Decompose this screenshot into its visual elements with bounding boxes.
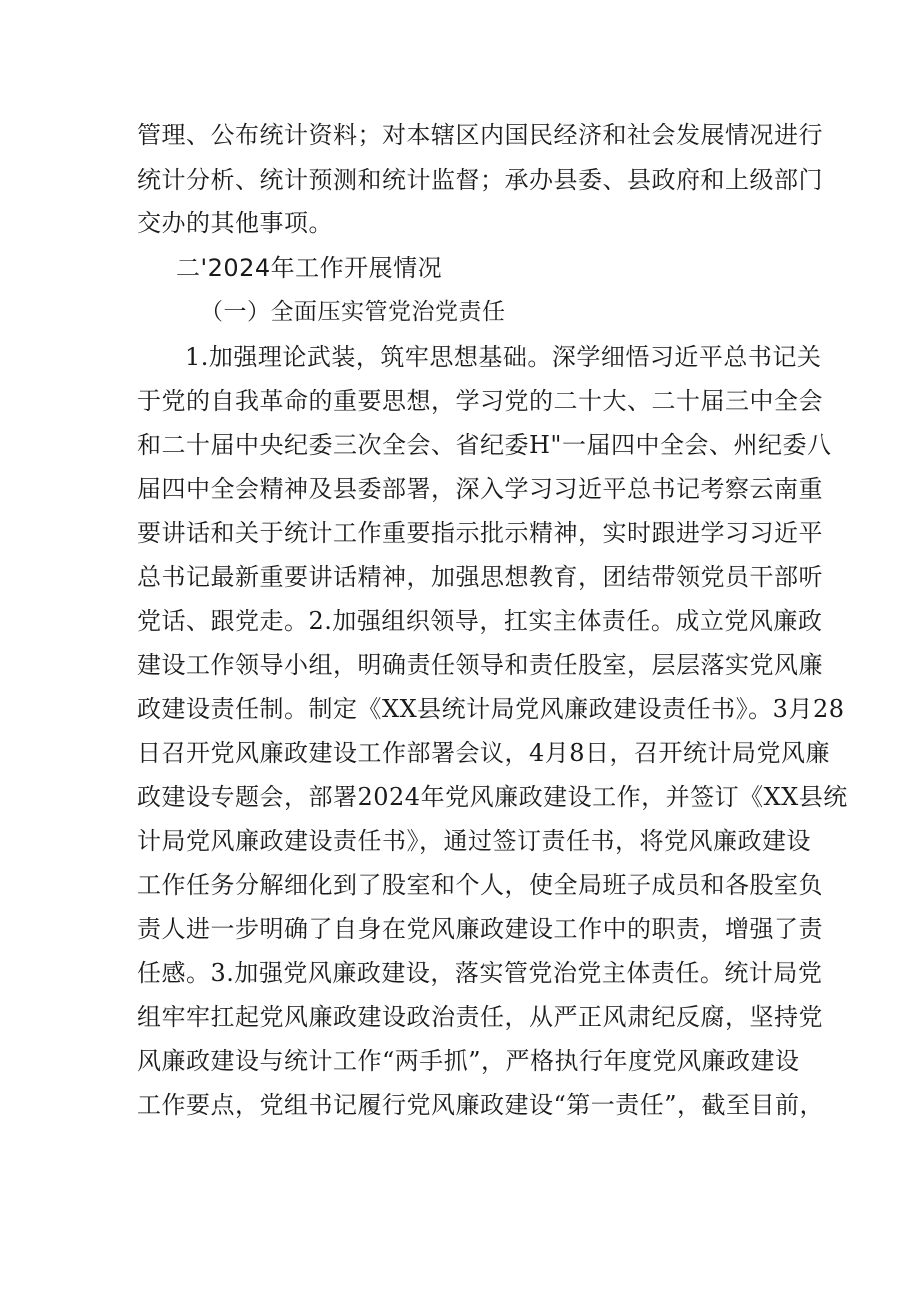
section-heading: 二'2024年工作开展情况 [176,254,443,282]
body-line-1: 1.加强理论武装，筑牢思想基础。深学细悟习近平总书记关 [185,343,822,371]
body-line-4: 届四中全会精神及县委部署，深入学习习近平总书记考察云南重 [137,475,823,503]
intro-line-2: 统计分析、统计预测和统计监督；承办县委、县政府和上级部门 [137,166,823,194]
body-line-16: 组牢牢扛起党风廉政建设政治责任，从严正风肃纪反腐，坚持党 [137,1003,823,1031]
body-line-18: 工作要点，党组书记履行党风廉政建设“第一责任”，截至目前， [137,1091,825,1119]
body-line-12: 计局党风廉政建设责任书》，通过签订责任书，将党风廉政建设 [137,827,811,855]
body-line-17: 风廉政建设与统计工作“两手抓”，严格执行年度党风廉政建设 [137,1047,800,1075]
intro-line-3: 交办的其他事项。 [137,209,333,237]
body-line-14: 责人进一步明确了自身在党风廉政建设工作中的职责，增强了责 [137,915,823,943]
body-line-6: 总书记最新重要讲话精神，加强思想教育，团结带领党员干部听 [137,563,823,591]
body-line-5: 要讲话和关于统计工作重要指示批示精神，实时跟进学习习近平 [137,519,823,547]
body-line-15: 任感。3.加强党风廉政建设，落实管党治党主体责任。统计局党 [137,959,823,987]
body-line-10: 日召开党风廉政建设工作部署会议，4月8日，召开统计局党风廉 [137,739,831,767]
subsection-heading: （一）全面压实管党治党责任 [200,299,506,325]
body-line-9: 政建设责任制。制定《XX县统计局党风廉政建设责任书》。3月28 [137,695,845,723]
body-line-7: 党话、跟党走。2.加强组织领导，扛实主体责任。成立党风廉政 [137,607,823,635]
body-line-8: 建设工作领导小组，明确责任领导和责任股室，层层落实党风廉 [137,651,823,679]
body-line-3: 和二十届中央纪委三次全会、省纪委H"一届四中全会、州纪委八 [137,431,832,459]
intro-line-1: 管理、公布统计资料；对本辖区内国民经济和社会发展情况进行 [137,121,823,149]
body-line-11: 政建设专题会，部署2024年党风廉政建设工作，并签订《XX县统 [137,783,848,811]
body-line-2: 于党的自我革命的重要思想，学习党的二十大、二十届三中全会 [137,387,823,415]
body-line-13: 工作任务分解细化到了股室和个人，使全局班子成员和各股室负 [137,871,823,899]
